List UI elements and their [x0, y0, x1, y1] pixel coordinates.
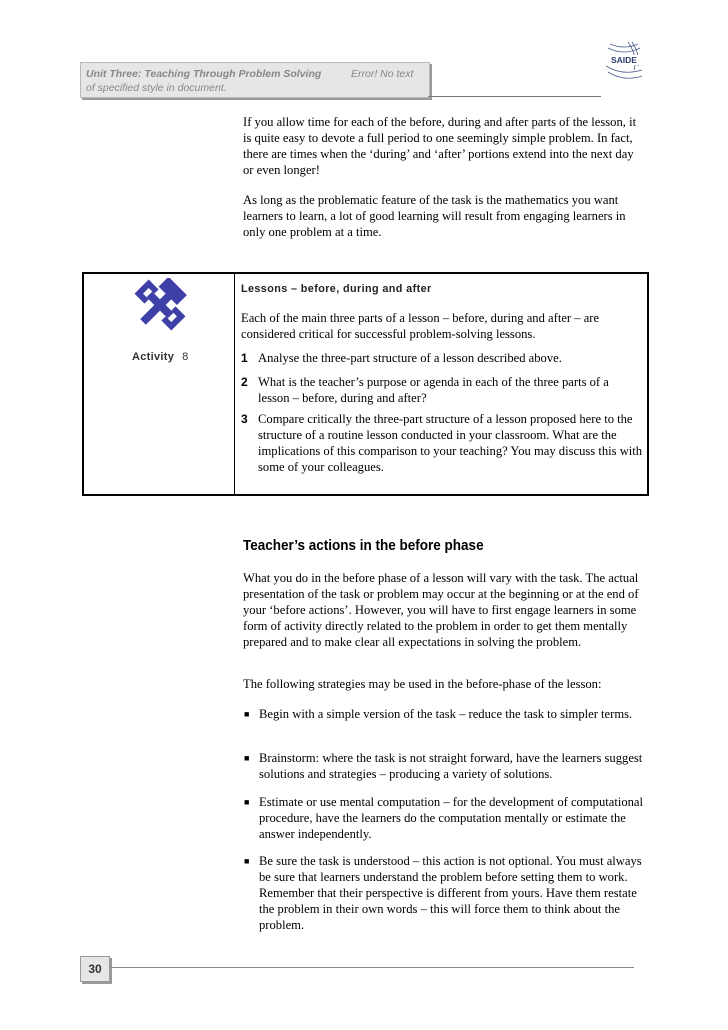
intro-paragraph-2: As long as the problematic feature of the task is the mathematics you want learners to learn, a lot of good learning will result from engaging learners in only one problem at a time.: [243, 193, 626, 239]
intro-paragraph-1: If you allow time for each of the before, during and after parts of the lesson, it is quite easy to devote a full period to one seemingly simple problem. In fact, there are times when the ‘during’ and ‘after’ portions extend into the next day or even longer!: [243, 115, 637, 177]
activity-heading: Lessons – before, during and after: [241, 283, 432, 295]
bullet-item-text: Brainstorm: where the task is not straight forward, have the learners suggest solutions and strategies – producing a variety of solutions.: [259, 751, 643, 781]
activity-item-number: 3: [241, 412, 248, 426]
activity-number: 8: [182, 351, 189, 363]
activity-intro: Each of the main three parts of a lesson – before, during and after – are considered critical for successful problem-solving lessons.: [241, 311, 600, 341]
activity-item: [241, 411, 643, 475]
bullet-item-text: Estimate or use mental computation – for the development of computational procedure, have the learners do the computation mentally or estimate the answer independently.: [259, 795, 644, 841]
activity-item: [241, 350, 643, 366]
activity-item-text: Analyse the three-part structure of a lesson described above.: [258, 351, 562, 365]
bullet-item: [243, 853, 643, 933]
activity-label: [132, 351, 189, 363]
bullet-item-text: Begin with a simple version of the task – reduce the task to simpler terms.: [259, 707, 633, 721]
activity-item: [241, 374, 643, 406]
logo-text: SAIDE: [611, 55, 637, 65]
saide-logo-icon: [602, 40, 646, 84]
bullet-square-icon: ■: [244, 797, 250, 807]
bullet-item: [243, 750, 643, 782]
tools-icon: [133, 278, 187, 332]
section-paragraph-1: What you do in the before phase of a lesson will vary with the task. The actual presentation of the task or problem may occur at the beginning or at the end of your ‘before actions’. However, you will have to first engage learners in some form of activity directly related to the problem in order to get them mentally prepared and to make clear all expectations in solving the problem.: [243, 571, 639, 649]
bullet-item-text: Be sure the task is understood – this action is not optional. You must always be sure that learners understand the problem before setting them to work. Remember that their perspective is different from yours. Have them restate the problem in their own words – this will force them to think about the problem.: [259, 854, 642, 932]
activity-item-number: 1: [241, 351, 248, 365]
bullet-square-icon: ■: [244, 753, 250, 763]
activity-label-text: Activity: [132, 351, 175, 363]
activity-item-number: 2: [241, 375, 248, 389]
bullet-item: [243, 794, 643, 842]
running-header-subtitle: of specified style in document.: [86, 82, 227, 94]
header-rule: [428, 96, 601, 97]
running-header-error: Error! No text: [351, 68, 414, 80]
activity-item-text: Compare critically the three-part structure of a lesson proposed here to the structure of a routine lesson conducted in your classroom. What are the implications of this comparison to your teaching? You may discuss this with some of your colleagues.: [258, 412, 643, 474]
page-number: 30: [80, 956, 110, 982]
activity-item-text: What is the teacher’s purpose or agenda in each of the three parts of a lesson – before, during and after?: [258, 375, 609, 405]
bullet-square-icon: ■: [244, 709, 250, 719]
footer-rule: [110, 967, 634, 968]
bullet-square-icon: ■: [244, 856, 250, 866]
running-header-title: Unit Three: Teaching Through Problem Solving: [86, 68, 322, 80]
section-heading: Teacher’s actions in the before phase: [243, 537, 484, 554]
section-paragraph-2: The following strategies may be used in the before-phase of the lesson:: [243, 677, 602, 691]
activity-divider: [234, 272, 235, 496]
bullet-item: [243, 706, 643, 722]
